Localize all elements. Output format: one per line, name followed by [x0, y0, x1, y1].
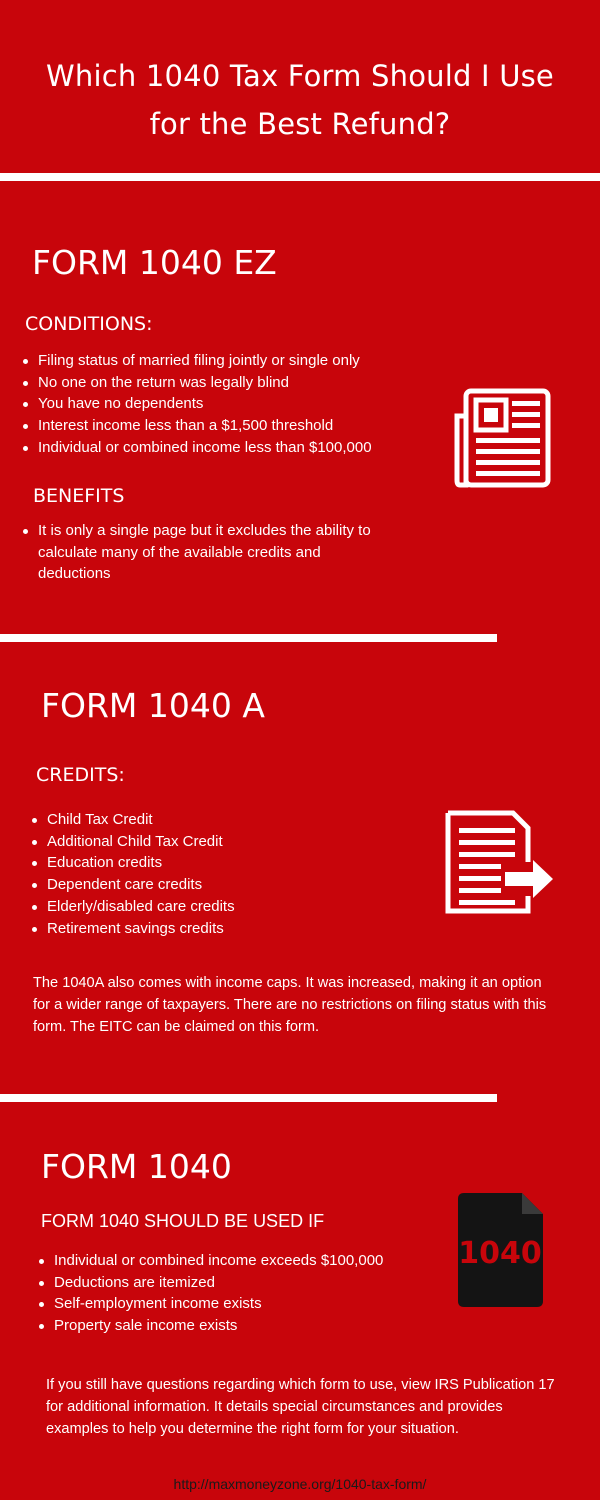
list-item: Additional Child Tax Credit [32, 831, 392, 853]
page-title [0, 52, 600, 148]
used-if-heading: FORM 1040 SHOULD BE USED IF [41, 1211, 325, 1231]
a-credits-list [32, 809, 392, 939]
form-1040-ez-heading: FORM 1040 EZ [32, 243, 277, 282]
list-item: Child Tax Credit [32, 809, 392, 831]
list-item: It is only a single page but it excludes the ability to calculate many of the available credits and deductions [23, 520, 375, 585]
file-1040-icon-label: 1040 [458, 1236, 542, 1271]
list-item: Interest income less than a $1,500 threshold [23, 415, 423, 437]
credits-heading: CREDITS: [36, 764, 125, 786]
list-item: Self-employment income exists [39, 1293, 419, 1315]
list-item: Retirement savings credits [32, 918, 392, 940]
form-1040-heading: FORM 1040 [41, 1147, 232, 1186]
closing-paragraph: If you still have questions regarding which form to use, view IRS Publication 17 for additional information. It details special circumstances and provides examples to help you determine the right form for your situation. [46, 1377, 555, 1437]
list-item: Property sale income exists [39, 1315, 419, 1337]
list-item: Individual or combined income less than $100,000 [23, 437, 423, 459]
ez-conditions-list [23, 350, 423, 459]
newspaper-form-icon [454, 388, 551, 488]
section-divider-2 [0, 1094, 497, 1102]
list-item: Dependent care credits [32, 874, 392, 896]
title-line-1: Which 1040 Tax Form Should I Use [46, 59, 554, 93]
list-item: Individual or combined income exceeds $100,000 [39, 1250, 419, 1272]
title-divider [0, 173, 600, 181]
document-export-icon [445, 810, 555, 914]
section-divider-1 [0, 634, 497, 642]
list-item: Education credits [32, 852, 392, 874]
list-item: Filing status of married filing jointly or single only [23, 350, 423, 372]
ez-benefits-list [23, 520, 375, 585]
1040-conditions-list [39, 1250, 419, 1337]
1040a-paragraph: The 1040A also comes with income caps. It was increased, making it an option for a wider range of taxpayers. There are no restrictions on filing status with this form. The EITC can be claimed on this form. [33, 975, 547, 1035]
list-item: Deductions are itemized [39, 1272, 419, 1294]
title-line-2: for the Best Refund? [149, 107, 451, 141]
file-1040-icon [458, 1193, 543, 1307]
form-1040-a-heading: FORM 1040 A [41, 686, 265, 725]
list-item: Elderly/disabled care credits [32, 896, 392, 918]
source-url-link[interactable]: http://maxmoneyzone.org/1040-tax-form/ [173, 1476, 427, 1492]
conditions-heading: CONDITIONS: [25, 313, 153, 335]
benefits-heading: BENEFITS [33, 485, 125, 507]
list-item: No one on the return was legally blind [23, 372, 423, 394]
list-item: You have no dependents [23, 393, 423, 415]
